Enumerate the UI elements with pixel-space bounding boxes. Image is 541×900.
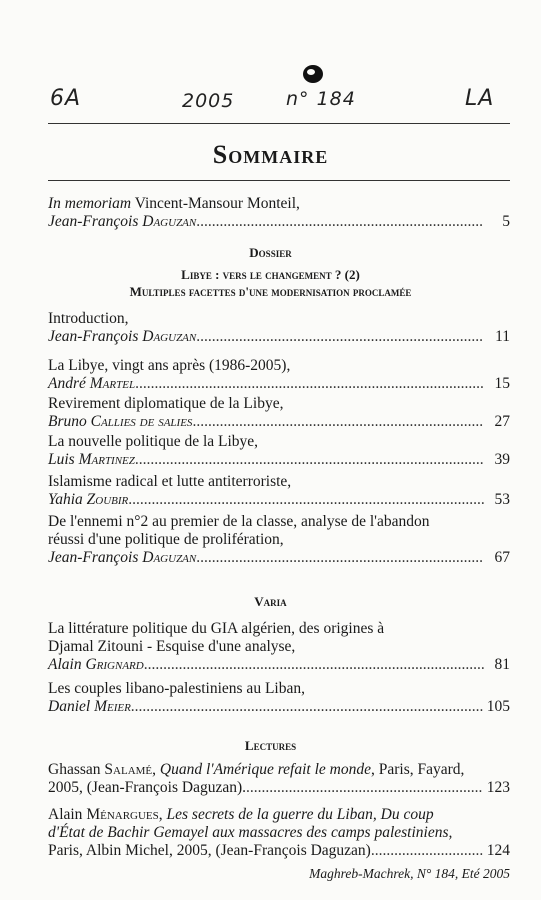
entry-author: André Martel bbox=[48, 375, 136, 392]
toc-entry-review: Ghassan Salamé, Quand l'Amérique refait le monde, Paris, Fayard, 2005, (Jean-François Daguzan). ..... 123 bbox=[48, 761, 510, 797]
entry-author: Jean-François Daguzan bbox=[48, 213, 197, 230]
dossier-subtitle-2: Multiples facettes d'une modernisation proclamée bbox=[129, 284, 412, 299]
toc-entry bbox=[48, 680, 510, 716]
memoriam-label: In memoriam bbox=[48, 195, 132, 212]
entry-title: Introduction, bbox=[48, 310, 129, 327]
review-book-title-cont: d'État de Bachir Gemayel aux massacres des camps palestiniens, bbox=[48, 824, 453, 841]
section-heading-varia: Varia bbox=[254, 594, 287, 609]
page-number: 15 bbox=[494, 375, 510, 392]
journal-name: Maghreb-Machrek bbox=[309, 866, 411, 881]
page-number: 39 bbox=[494, 451, 510, 468]
entry-title-cont: Djamal Zitouni - Esquise d'une analyse, bbox=[48, 638, 296, 655]
title-rule bbox=[48, 180, 510, 181]
page-number: 5 bbox=[502, 213, 510, 230]
ink-stamp bbox=[300, 62, 326, 86]
handwritten-issue-number: n° 184 bbox=[286, 88, 356, 110]
section-heading-lectures: Lectures bbox=[244, 738, 297, 753]
handwritten-mark-left: 6A bbox=[50, 86, 82, 111]
entry-author: Jean-François Daguzan bbox=[48, 549, 197, 566]
entry-author: Jean-François Daguzan bbox=[48, 328, 197, 345]
review-details: 2005, (Jean-François Daguzan). bbox=[48, 779, 246, 796]
entry-title: Islamisme radical et lutte antiterroriste, bbox=[48, 473, 292, 490]
dossier-subtitle-1: Libye : vers le changement ? (2) bbox=[181, 267, 360, 282]
issue-info: , N° 184, Eté 2005 bbox=[410, 866, 510, 881]
entry-title: La nouvelle politique de la Libye, bbox=[48, 433, 259, 450]
toc-entry bbox=[48, 357, 510, 393]
entry-title: La Libye, vingt ans après (1986-2005), bbox=[48, 357, 291, 374]
memoriam-title: Vincent-Mansour Monteil, bbox=[131, 195, 300, 212]
toc-entry bbox=[48, 513, 510, 567]
dot-leader bbox=[196, 328, 484, 346]
dot-leader bbox=[135, 451, 484, 469]
page-number: 81 bbox=[494, 656, 510, 673]
toc-entry-memoriam bbox=[48, 195, 510, 231]
review-author: Ghassan Salamé bbox=[48, 761, 153, 778]
dot-leader bbox=[192, 413, 484, 431]
dot-leader bbox=[128, 491, 484, 509]
review-author: Alain Ménargues bbox=[48, 806, 159, 823]
review-book-title: Quand l'Amérique refait le monde bbox=[159, 761, 371, 778]
entry-title: Revirement diplomatique de la Libye, bbox=[48, 395, 284, 412]
review-book-title: Les secrets de la guerre du Liban, Du coup bbox=[166, 806, 434, 823]
dot-leader bbox=[131, 698, 483, 716]
entry-author: Bruno Callies de salies bbox=[48, 413, 193, 430]
section-heading-dossier: Dossier bbox=[249, 245, 292, 260]
page-number: 27 bbox=[494, 413, 510, 430]
toc-entry bbox=[48, 433, 510, 469]
toc-entry bbox=[48, 473, 510, 509]
page-number: 105 bbox=[486, 698, 510, 715]
dot-leader bbox=[196, 549, 484, 567]
entry-title: Les couples libano-palestiniens au Liban, bbox=[48, 680, 305, 697]
toc-entry bbox=[48, 395, 510, 431]
dot-leader bbox=[135, 375, 484, 393]
entry-title: De l'ennemi n°2 au premier de la classe, analyse de l'abandon bbox=[48, 513, 430, 530]
toc-entry bbox=[48, 310, 510, 346]
handwritten-year: 2005 bbox=[182, 90, 235, 112]
toc-entry-review: Alain Ménargues, Les secrets de la guerre du Liban, Du coup d'État de Bachir Gemayel aux massacres des camps palestiniens, Paris, Albin Michel, 2005, (Jean-François Daguzan) ..... 124 bbox=[48, 806, 510, 860]
entry-title: La littérature politique du GIA algérien, des origines à bbox=[48, 620, 385, 637]
entry-author: Alain Grignard bbox=[48, 656, 144, 673]
toc-entry bbox=[48, 620, 510, 674]
entry-author: Daniel Meier bbox=[48, 698, 131, 715]
handwritten-mark-right: LA bbox=[465, 86, 495, 111]
page-number: 123 bbox=[486, 779, 510, 796]
page-number: 124 bbox=[486, 842, 510, 859]
entry-title-cont: réussi d'une politique de prolifération, bbox=[48, 531, 284, 548]
dot-leader bbox=[371, 842, 483, 860]
page-number: 11 bbox=[495, 328, 510, 345]
page-number: 67 bbox=[494, 549, 510, 566]
dot-leader bbox=[246, 779, 483, 797]
review-details: Paris, Albin Michel, 2005, (Jean-François Daguzan) bbox=[48, 842, 371, 859]
entry-author: Yahia Zoubir bbox=[48, 491, 129, 508]
page-title: Sommaire bbox=[212, 140, 329, 169]
dot-leader bbox=[144, 656, 484, 674]
entry-author: Luis Martinez bbox=[48, 451, 135, 468]
page-footer bbox=[309, 866, 510, 882]
dot-leader bbox=[196, 213, 484, 231]
top-rule bbox=[48, 123, 510, 124]
page-number: 53 bbox=[494, 491, 510, 508]
